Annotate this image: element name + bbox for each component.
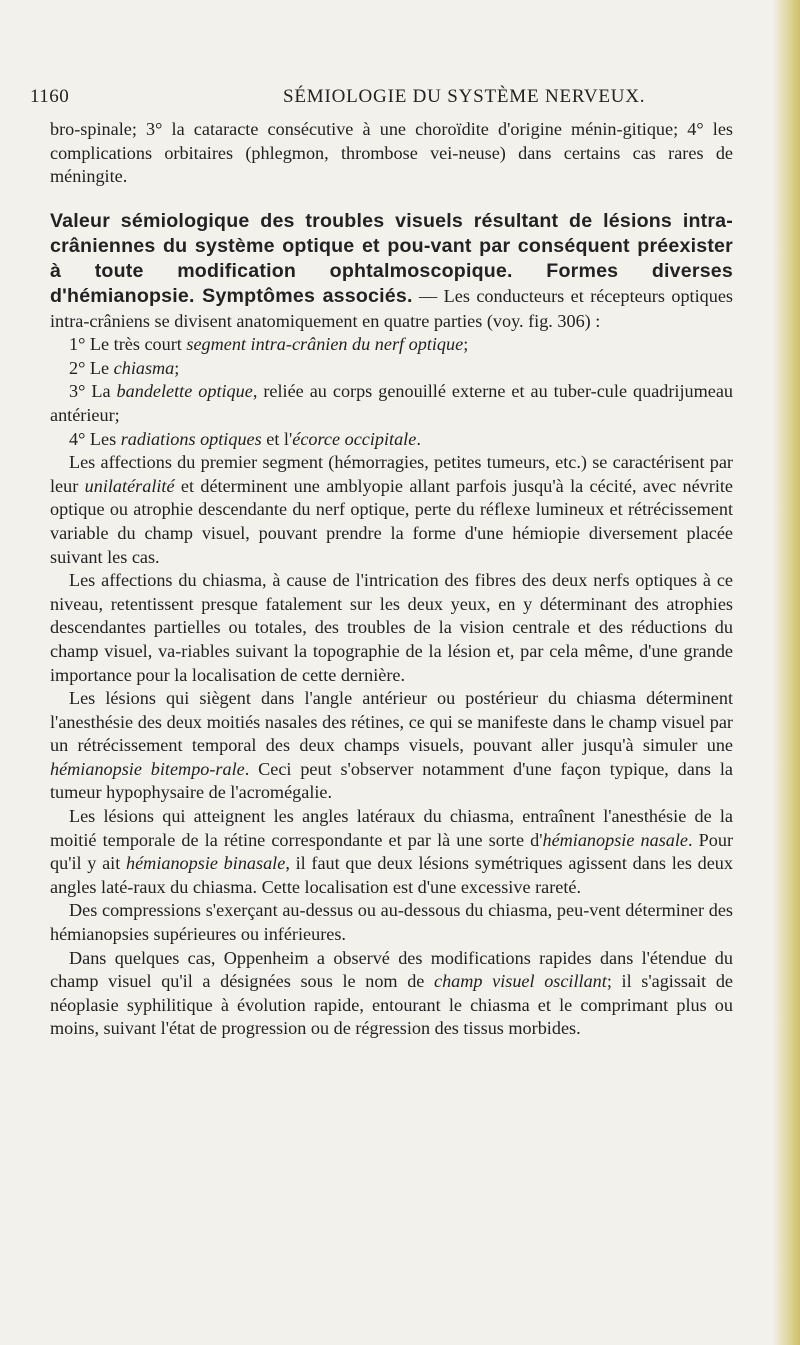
running-title: SÉMIOLOGIE DU SYSTÈME NERVEUX. — [283, 86, 646, 107]
running-header — [30, 86, 760, 110]
paragraph-compressions: Des compressions s'exerçant au-dessus ou au-dessous du chiasma, peu-vent déterminer des hémianopsies supérieures ou inférieures. — [50, 900, 733, 945]
list-item-4: 4° Les radiations optiques et l'écorce occipitale. — [69, 428, 421, 449]
paragraph-continuation: bro-spinale; 3° la cataracte consécutive à une choroïdite d'origine ménin-gitique; 4° les complications orbitaires (phlegmon, thrombose vei-neuse) dans certains cas rares de méningite. — [50, 119, 733, 187]
paragraph-first-segment: Les affections du premier segment (hémorragies, petites tumeurs, etc.) se caractérisent par leur unilatéralité et déterminent une amblyopie allant parfois jusqu'à la cécité, avec névrite optique ou atrophie descendante du nerf optique, perte du réflexe lumineux et rétrécissement variable du champ visuel, pouvant prendre la forme d'une hémiopie diversement placée suivant les cas. — [50, 452, 734, 567]
section-heading: Valeur sémiologique des troubles visuels résultant de lésions intra-crâniennes du système optique et pou-vant par conséquent préexister à toute modification ophtalmoscopique. Formes diverses d'hémianopsie. Symptômes associés. — [50, 209, 733, 308]
section-intro: — Les conducteurs et récepteurs optiques intra-crâniens se divisent anatomiquement en quatre parties (voy. fig. 306) : — [50, 286, 733, 331]
list-item-1: 1° Le très court segment intra-crânien du nerf optique; — [69, 334, 469, 355]
list-item-3: 3° La bandelette optique, reliée au corps genouillé externe et au tuber-cule quadrijumeau antérieur; — [50, 381, 733, 425]
paragraph-bitemporal: Les lésions qui siègent dans l'angle antérieur ou postérieur du chiasma déterminent l'anesthésie des deux moitiés nasales des rétines, ce qui se manifeste dans le champ visuel par un rétrécissement temporal des deux champs visuels, pouvant aller jusqu'à simuler une hémianopsie bitempo-rale. Ceci peut s'observer notamment d'une façon typique, dans la tumeur hypophysaire de l'acromégalie. — [50, 688, 733, 803]
section — [50, 209, 733, 333]
page-body — [50, 118, 733, 1041]
page-number: 1160 — [30, 86, 70, 107]
paragraph-nasal: Les lésions qui atteignent les angles latéraux du chiasma, entraînent l'anesthésie de la moitié temporale de la rétine correspondante et par là une sorte d'hémianopsie nasale. Pour qu'il y ait hémianopsie binasale, il faut que deux lésions symétriques agissent dans les deux angles laté-raux du chiasma. Cette localisation est d'une excessive rareté. — [50, 806, 734, 897]
list-item-2: 2° Le chiasma; — [69, 357, 180, 378]
page-edge — [772, 0, 800, 1345]
paragraph-chiasma: Les affections du chiasma, à cause de l'intrication des fibres des deux nerfs optiques à ce niveau, retentissent presque fatalement sur les deux yeux, en y déterminant des atrophies descendantes partielles ou totales, des troubles de la vision centrale et des réductions du champ visuel, va-riables suivant la topographie de la lésion et, par cela même, d'une grande importance pour la localisation de cette dernière. — [50, 570, 733, 685]
paragraph-oppenheim: Dans quelques cas, Oppenheim a observé des modifications rapides dans l'étendue du champ visuel qu'il a désignées sous le nom de champ visuel oscillant; il s'agissait de néoplasie syphilitique à évolution rapide, entourant le chiasma et le comprimant plus ou moins, suivant l'état de progression ou de régression des tissus morbides. — [50, 947, 733, 1039]
